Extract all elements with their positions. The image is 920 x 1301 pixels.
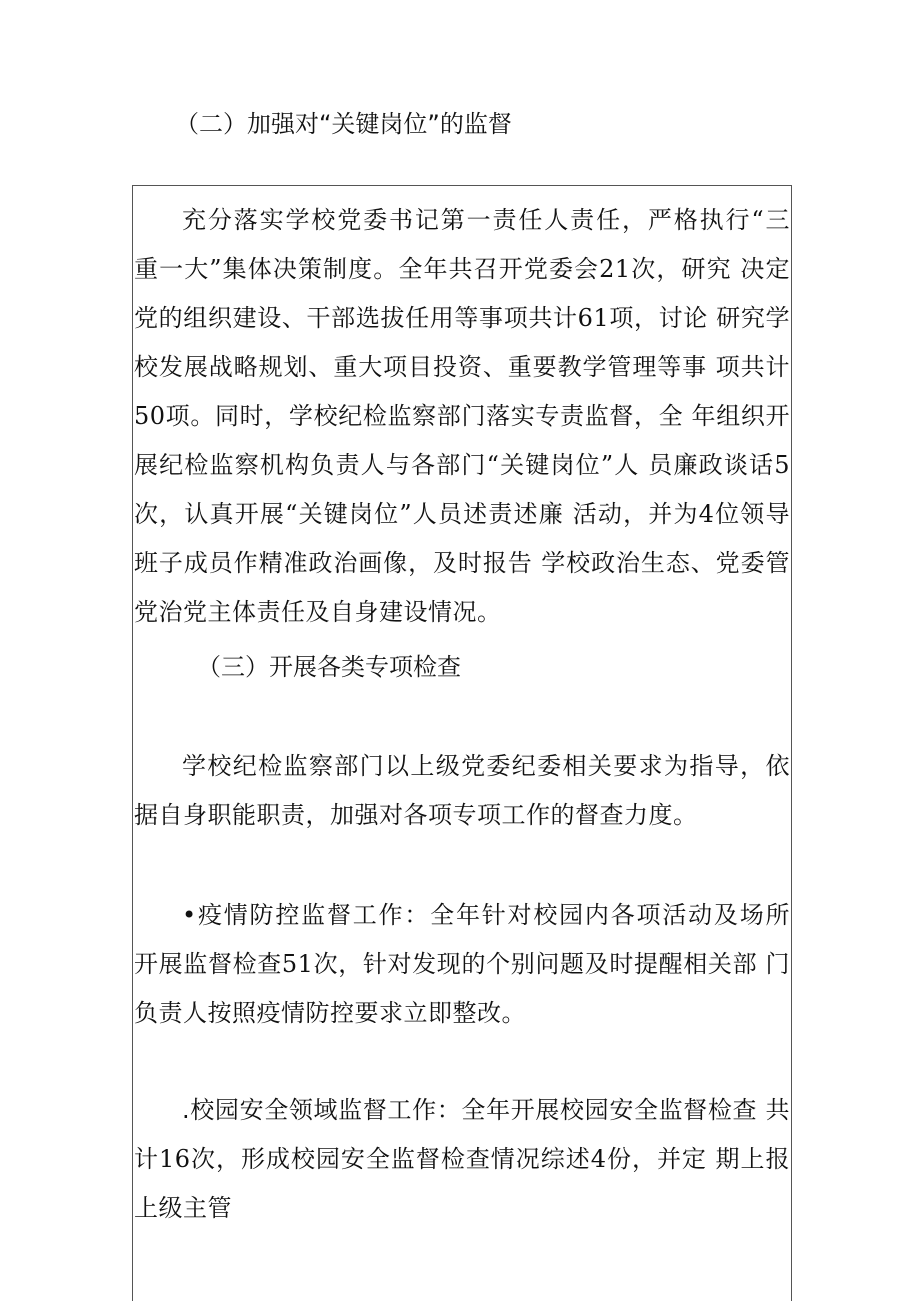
epidemic-supervision-item [134, 891, 790, 1038]
campus-safety-lead: .校园安全领域监督工作： [182, 1096, 462, 1124]
campus-safety-item [134, 1086, 790, 1233]
section-3-heading: （三）开展各类专项检查 [197, 653, 461, 681]
campus-safety-text: 全年开展校园安全监督检查 共计16次，形成校园安全监督检查情况综述4份，并定 期上报上级主管 [134, 1096, 790, 1222]
epidemic-supervision-lead: •疫情防控监督工作： [182, 901, 431, 929]
section-2-heading: （二）加强对“关键岗位”的监督 [175, 110, 512, 138]
section-3-intro: 学校纪检监察部门以上级党委纪委相关要求为指导，依 据自身职能职责，加强对各项专项工作的督查力度。 [134, 752, 790, 829]
section-2-body: 充分落实学校党委书记第一责任人责任，严格执行“三 重一大”集体决策制度。全年共召开党委会21次，研究 决定党的组织建设、干部选拔任用等事项共计61项，讨论 研究学校发展战略规划、重大项目投资、重要教学管理等事 项共计50项。同时，学校纪检监察部门落实专责监督，全 年组织开展纪检监察机构负责人与各部门“关键岗位”人 员廉政谈话5次，认真开展“关键岗位”人员述责述廉 活动，并为4位领导班子成员作精准政治画像，及时报告 学校政治生态、党委管党治党主体责任及自身建设情况。 [134, 206, 790, 626]
epidemic-supervision-text: 全年针对校园内各项活动及场所 开展监督检查51次，针对发现的个别问题及时提醒相关部 门负责人按照疫情防控要求立即整改。 [134, 901, 791, 1027]
